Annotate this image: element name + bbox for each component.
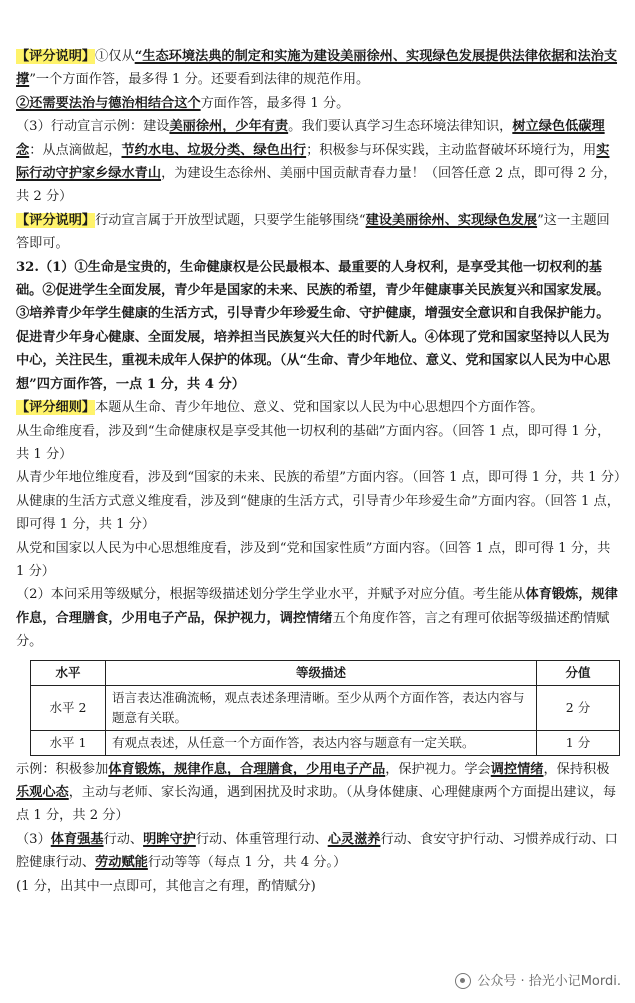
table-row — [31, 685, 620, 730]
table-row — [31, 730, 620, 755]
watermark-text: 公众号 · 拾光小记Mordi. — [477, 973, 621, 989]
scoring-detail-item: 从青少年地位维度看，涉及到“国家的未来、民族的希望”方面内容。（回答 1 点，即可得 1 分，共 1 分） — [16, 470, 628, 486]
scoring-detail-item: 从党和国家以人民为中心思想维度看，涉及到“党和国家性质”方面内容。（回答 1 点，即可得 1 分，共 1 分） — [16, 540, 611, 579]
table-header: 水平 — [31, 660, 106, 685]
watermark — [455, 970, 621, 993]
final-scoring-note: (1 分，出其中一点即可，其他言之有理，酌情赋分) — [16, 878, 316, 894]
level-cell: 水平 2 — [31, 685, 106, 730]
wechat-official-account-icon — [455, 973, 471, 989]
score-cell: 1 分 — [537, 730, 620, 755]
grading-table — [30, 660, 620, 756]
scoring-detail-item: 从生命维度看，涉及到“生命健康权是享受其他一切权利的基础”方面内容。（回答 1 点，即可得 1 分，共 1 分） — [16, 423, 611, 462]
scoring-note-2: 【评分说明】行动宣言属于开放型试题，只要学生能够围绕“建设美丽徐州、实现绿色发展”这一主题回答即可。 — [16, 212, 610, 252]
question-32-part-2: （2）本问采用等级赋分，根据等级描述划分学生学业水平，并赋予对应分值。考生能从体育锻炼，规律作息，合理膳食，少用电子产品，保护视力，调控情绪五个角度作答，言之有理可依据等级描述酌情赋分。 — [16, 587, 618, 650]
scoring-note-tag: 【评分说明】 — [16, 212, 96, 228]
scoring-detail-item: 从健康的生活方式意义维度看，涉及到“健康的生活方式，引导青少年珍爱生命”方面内容。（回答 1 点，即可得 1 分，共 1 分） — [16, 493, 620, 533]
table-header: 分值 — [537, 660, 620, 685]
scoring-detail: 【评分细则】本题从生命、青少年地位、意义、党和国家以人民为中心思想四个方面作答。 — [16, 400, 544, 416]
scoring-note-1-cont: ②还需要法治与德治相结合这个方面作答，最多得 1 分。 — [16, 95, 350, 111]
scoring-note-tag: 【评分说明】 — [16, 49, 96, 64]
question-32-part-3: （3）体育强基行动、明眸守护行动、体重管理行动、心灵滋养行动、食安守护行动、习惯养成行动、口腔健康行动、劳动赋能行动等等（每点 1 分，共 4 分。） — [16, 831, 618, 871]
description-cell: 语言表达准确流畅，观点表述条理清晰。至少从两个方面作答，表达内容与题意有关联。 — [106, 685, 537, 730]
action-declaration-example: （3）行动宣言示例：建设美丽徐州，少年有责。我们要认真学习生态环境法律知识，树立绿色低碳理念：从点滴做起，节约水电、垃圾分类、绿色出行；积极参与环保实践，主动监督破坏环境行为，用实际行动守护家乡绿水青山，为建设生态徐州、美丽中国贡献青春力量！（回答任意 2 点，即可得 2 分，共 2 分） — [16, 119, 617, 205]
table-header: 等级描述 — [106, 660, 537, 685]
question-32-answer: 32.（1）①生命是宝贵的，生命健康权是公民最根本、最重要的人身权利，是享受其他一切权利的基础。②促进学生全面发展，青少年是国家的未来、民族的希望，青少年健康事关民族复兴和国家发展。③培养青少年学生健康的生活方式，引导青少年珍爱生命、守护健康，增强安全意识和自我保护能力。促进青少年身心健康、全面发展，培养担当民族复兴大任的时代新人。④体现了党和国家坚持以人民为中心，关注民生，重视未成年人保护的体现。（从“生命、青少年地位、意义、党和国家以人民为中心思想”四方面作答，一点 1 分，共 4 分） — [16, 259, 611, 392]
scoring-note-1: 【评分说明】①仅从“生态环境法典的制定和实施为建设美丽徐州、实现绿色发展提供法律依据和法治支撑”一个方面作答，最多得 1 分。还要看到法律的规范作用。 — [16, 49, 618, 88]
table-header-row — [31, 660, 620, 685]
scoring-detail-tag: 【评分细则】 — [16, 400, 96, 416]
example-answer: 示例：积极参加体育锻炼，规律作息，合理膳食，少用电子产品，保护视力。学会调控情绪，保持积极乐观心态，主动与老师、家长沟通，遇到困扰及时求助。（从身体健康、心理健康两个方面提出建议，每点 1 分，共 2 分） — [16, 761, 617, 824]
score-cell: 2 分 — [537, 685, 620, 730]
level-cell: 水平 1 — [31, 730, 106, 755]
description-cell: 有观点表述，从任意一个方面作答，表达内容与题意有一定关联。 — [106, 730, 537, 755]
